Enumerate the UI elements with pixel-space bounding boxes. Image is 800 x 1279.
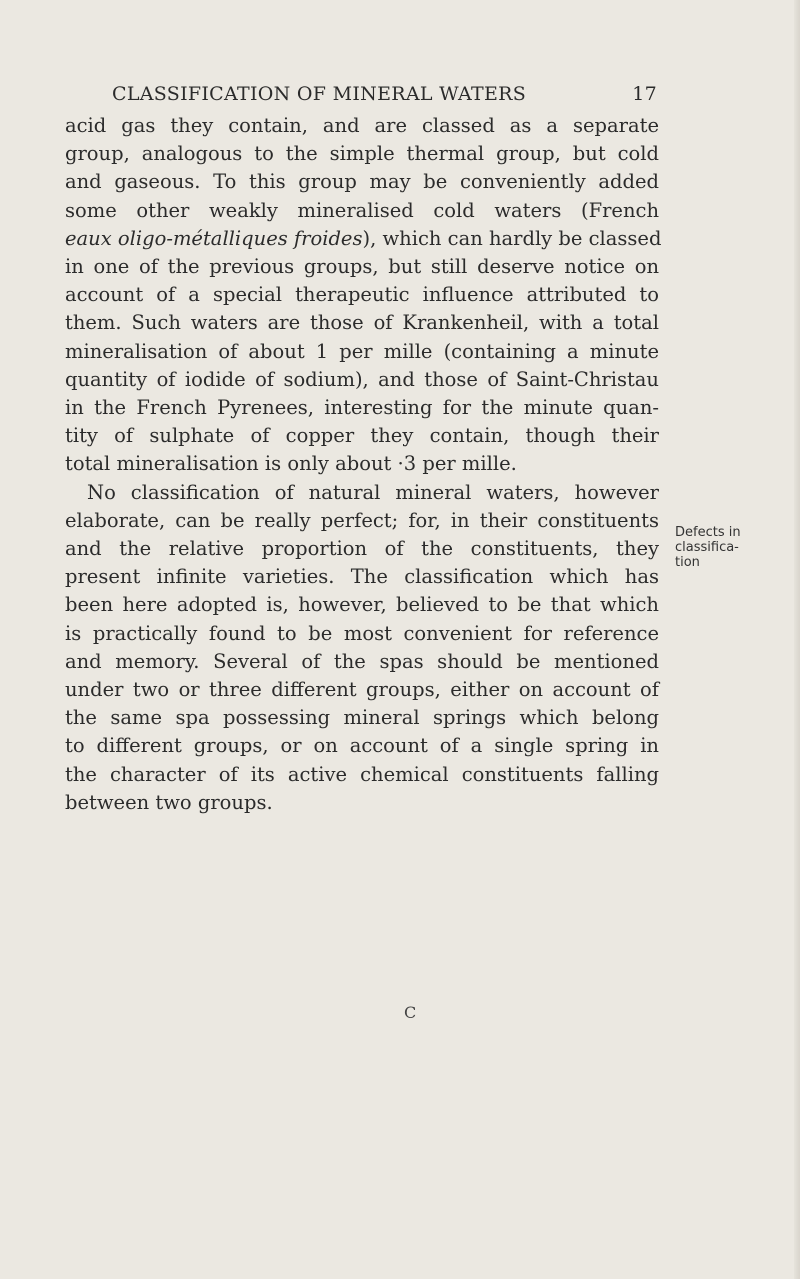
text-line: quantity of iodide of sodium), and those of Saint-Christau [65, 367, 659, 391]
signature-mark: C [404, 1003, 417, 1022]
text-line: total mineralisation is only about ·3 per mille. [65, 452, 517, 476]
text-line: in one of the previous groups, but still deserve notice on [65, 255, 659, 279]
text-line: the character of its active chemical constituents falling [65, 762, 659, 786]
text-line: acid gas they contain, and are classed as a separate [65, 114, 659, 137]
text-line: them. Such waters are those of Krankenheil, with a total [65, 311, 659, 335]
text-line: the same spa possessing mineral springs which belong [65, 706, 659, 730]
margin-note [675, 525, 795, 570]
page-number: 17 [632, 83, 657, 105]
text-line: is practically found to be most convenient for reference [65, 621, 659, 645]
text-line: and memory. Several of the spas should be mentioned [65, 649, 659, 673]
text-line: and the relative proportion of the constituents, they [65, 537, 659, 561]
text-line: tity of sulphate of copper they contain, though their [65, 424, 659, 448]
text-line: some other weakly mineralised cold waters (French [65, 198, 659, 222]
text-line: group, analogous to the simple thermal group, but cold [65, 142, 659, 166]
text-line: to different groups, or on account of a single spring in [65, 734, 659, 758]
text-line: in the French Pyrenees, interesting for the minute quan- [65, 396, 659, 420]
text-line: been here adopted is, however, believed to be that which [65, 593, 659, 617]
text-line: between two groups. [65, 790, 273, 814]
page-edge [794, 0, 800, 1279]
margin-note-line: Defects in [675, 525, 741, 540]
margin-note-line: classifica- [675, 540, 739, 555]
text-line: elaborate, can be really perfect; for, in their constituents [65, 508, 659, 532]
text-line: and gaseous. To this group may be conveniently added [65, 170, 659, 194]
text-line-italic-phrase: eaux oligo-métalliques froides), which can hardly be classed [65, 226, 662, 250]
text-line: account of a special therapeutic influence attributed to [65, 283, 659, 307]
text-line: under two or three different groups, either on account of [65, 678, 659, 702]
text-line: present infinite varieties. The classification which has [65, 565, 659, 589]
text-line: No classification of natural mineral waters, however [87, 480, 659, 504]
body-text [65, 112, 662, 817]
margin-note-line: tion [675, 555, 700, 570]
running-title: CLASSIFICATION OF MINERAL WATERS [112, 83, 527, 105]
italic-phrase: eaux oligo-métalliques froides [65, 226, 363, 250]
text-line: mineralisation of about 1 per mille (containing a minute [65, 339, 659, 363]
